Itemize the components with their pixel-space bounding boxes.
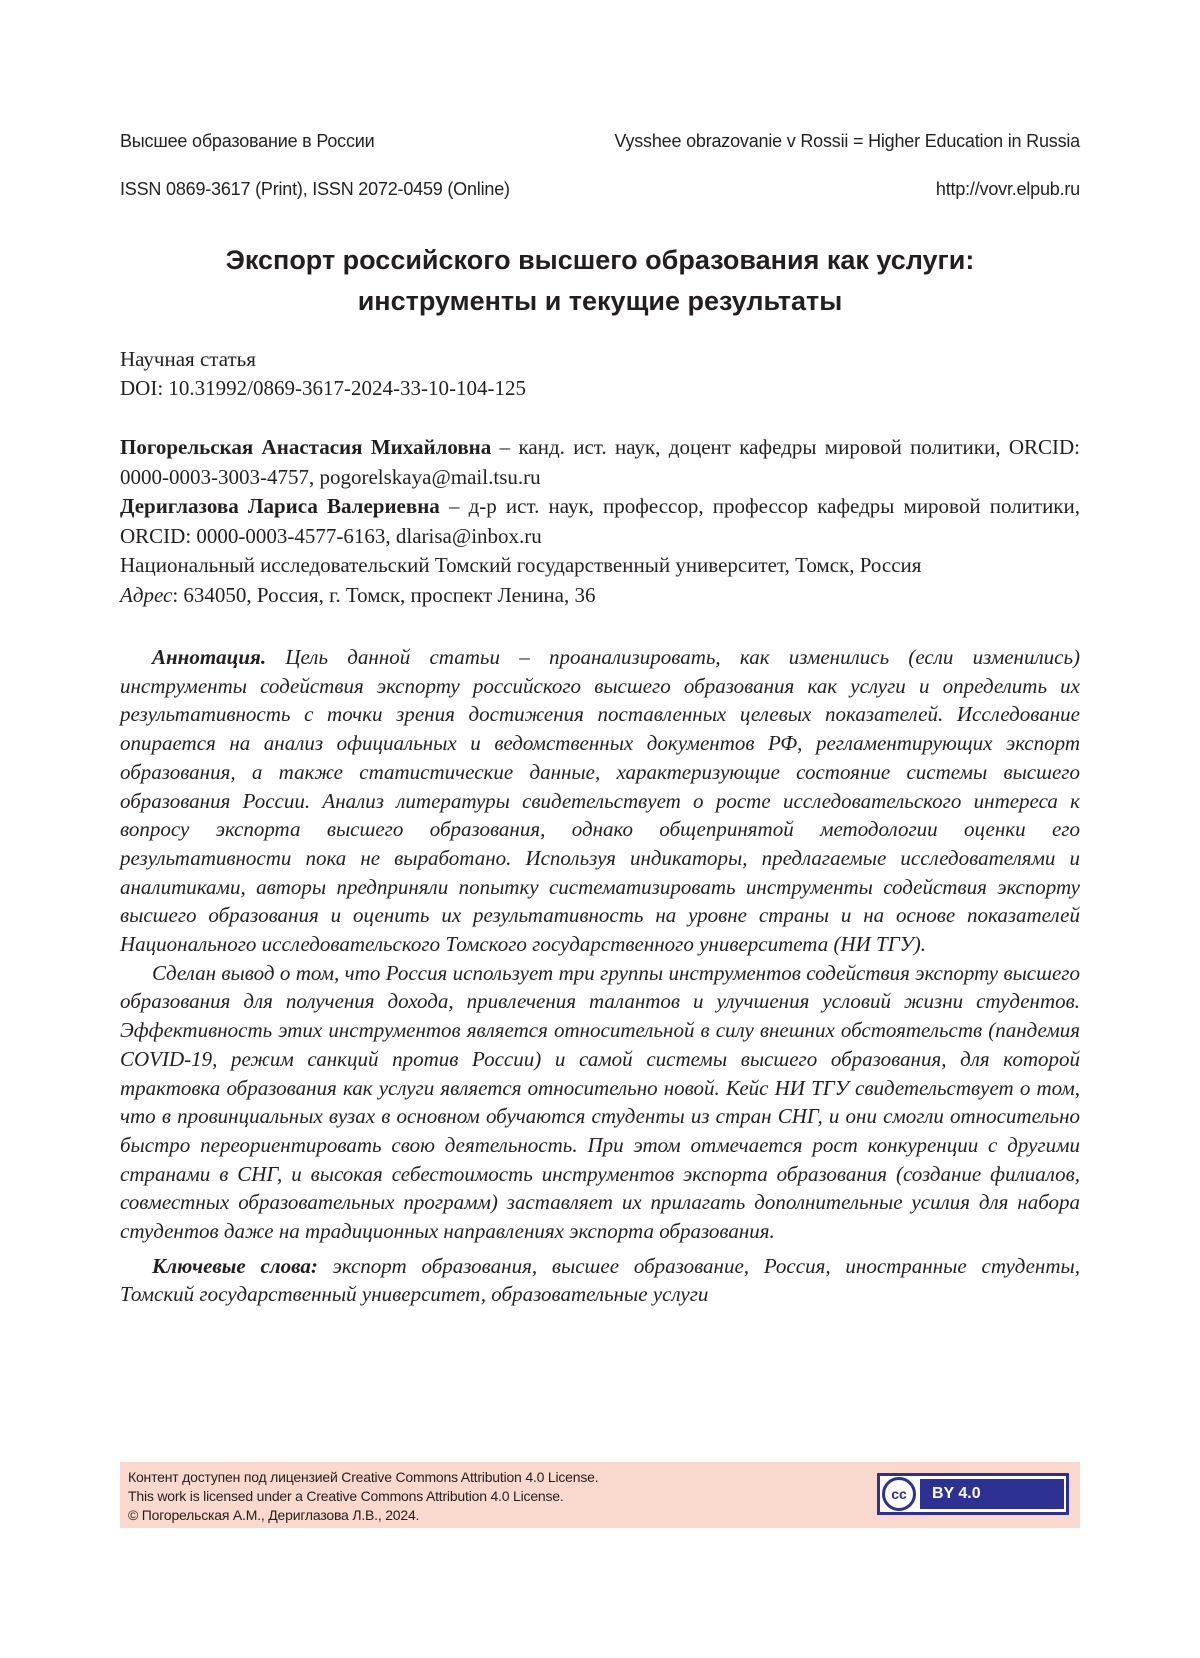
license-text <box>128 1468 598 1525</box>
address <box>120 581 1080 611</box>
author-name: Дериглазова Лариса Валериевна <box>120 494 440 518</box>
running-header <box>120 131 1080 152</box>
journal-title-ru: Высшее образование в России <box>120 131 375 151</box>
creative-commons-icon: cc <box>882 1477 916 1511</box>
cc-by-badge[interactable] <box>877 1473 1069 1515</box>
article-type: Научная статья <box>120 347 256 371</box>
abstract-text-1: Цель данной статьи – проанализировать, как изменились (если изменились) инструменты содействия экспорту российского высшего образования как услуги и определить их результативность с точки зрения достижения поставленных целевых показателей. Исследование опирается на анализ официальных и ведомственных документов РФ, регламентирующих экспорт образования, а также статистические данные, характеризующие состояние системы высшего образования России. Анализ литературы свидетельствует о росте исследовательского интереса к вопросу экспорта высшего образования, однако общепринятой методологии оценки его результативности пока не выработано. Используя индикаторы, предлагаемые исследователями и аналитиками, авторы предприняли попытку систематизировать инструменты содействия экспорту высшего образования и оценить их результативность на уровне страны и на основе показателей Национального исследовательского Томского государственного университета (НИ ТГУ). <box>120 645 1080 957</box>
author-entry <box>120 433 1080 492</box>
keywords-label: Ключевые слова: <box>152 1253 318 1278</box>
author-name: Погорельская Анастасия Михайловна <box>120 435 492 459</box>
author-entry <box>120 492 1080 551</box>
author-details: – д-р ист. наук, профессор, профессор кафедры мировой политики, ORCID: 0000-0003-4577-6163, dlarisa@inbox.ru <box>120 494 1080 548</box>
article-title-line-2: инструменты и текущие результаты <box>357 286 843 316</box>
abstract <box>120 643 1080 1309</box>
author-details: – канд. ист. наук, доцент кафедры мировой политики, ORCID: 0000-0003-3003-4757, pogorelskaya@mail.tsu.ru <box>120 435 1080 489</box>
abstract-label: Аннотация. <box>152 645 267 669</box>
journal-title-en: Vysshee obrazovanie v Rossii = Higher Education in Russia <box>614 131 1080 151</box>
journal-url[interactable]: http://vovr.elpub.ru <box>935 179 1080 199</box>
article-title-line-1: Экспорт российского высшего образования как услуги: <box>225 245 975 275</box>
issn-header <box>120 179 1080 200</box>
article-doi[interactable]: DOI: 10.31992/0869-3617-2024-33-10-104-125 <box>120 376 526 400</box>
address-label: Адрес <box>120 582 173 607</box>
article-title <box>120 240 1080 322</box>
issn: ISSN 0869-3617 (Print), ISSN 2072-0459 (Online) <box>120 179 510 199</box>
cc-by-label: BY 4.0 <box>920 1479 1064 1509</box>
abstract-paragraph-2: Сделан вывод о том, что Россия использует три группы инструментов содействия экспорту высшего образования для получения дохода, привлечения талантов и улучшения условий жизни студентов. Эффективность этих инструментов является относительной в силу внешних обстоятельств (пандемия COVID-19, режим санкций против России) и самой системы высшего образования, для которой трактовка образования как услуги является относительно новой. Кейс НИ ТГУ свидетельствует о том, что в провинциальных вузах в основном обучаются студенты из стран СНГ, и они смогли относительно быстро переориентировать свою деятельность. При этом отмечается рост конкуренции с другими странами в СНГ, и высокая себестоимость инструментов экспорта образования (создание филиалов, совместных образовательных программ) заставляет их прилагать дополнительные усилия для набора студентов даже на традиционных направлениях экспорта образования. <box>120 960 1080 1244</box>
license-box <box>120 1462 1080 1528</box>
license-line-en: This work is licensed under a Creative Commons Attribution 4.0 License. <box>128 1488 564 1504</box>
copyright-line: © Погорельская А.М., Дериглазова Л.В., 2024. <box>128 1507 420 1523</box>
article-meta <box>120 345 1080 403</box>
authors-block <box>120 433 1080 610</box>
address-text: : 634050, Россия, г. Томск, проспект Ленина, 36 <box>172 582 596 607</box>
abstract-paragraph-1 <box>120 643 1080 959</box>
license-line-ru: Контент доступен под лицензией Creative Commons Attribution 4.0 License. <box>128 1469 599 1485</box>
affiliation: Национальный исследовательский Томский государственный университет, Томск, Россия <box>120 553 922 577</box>
keywords <box>120 1252 1080 1309</box>
keywords-text: экспорт образования, высшее образование, Россия, иностранные студенты, Томский государственный университет, образовательные услуги <box>120 1253 1080 1307</box>
